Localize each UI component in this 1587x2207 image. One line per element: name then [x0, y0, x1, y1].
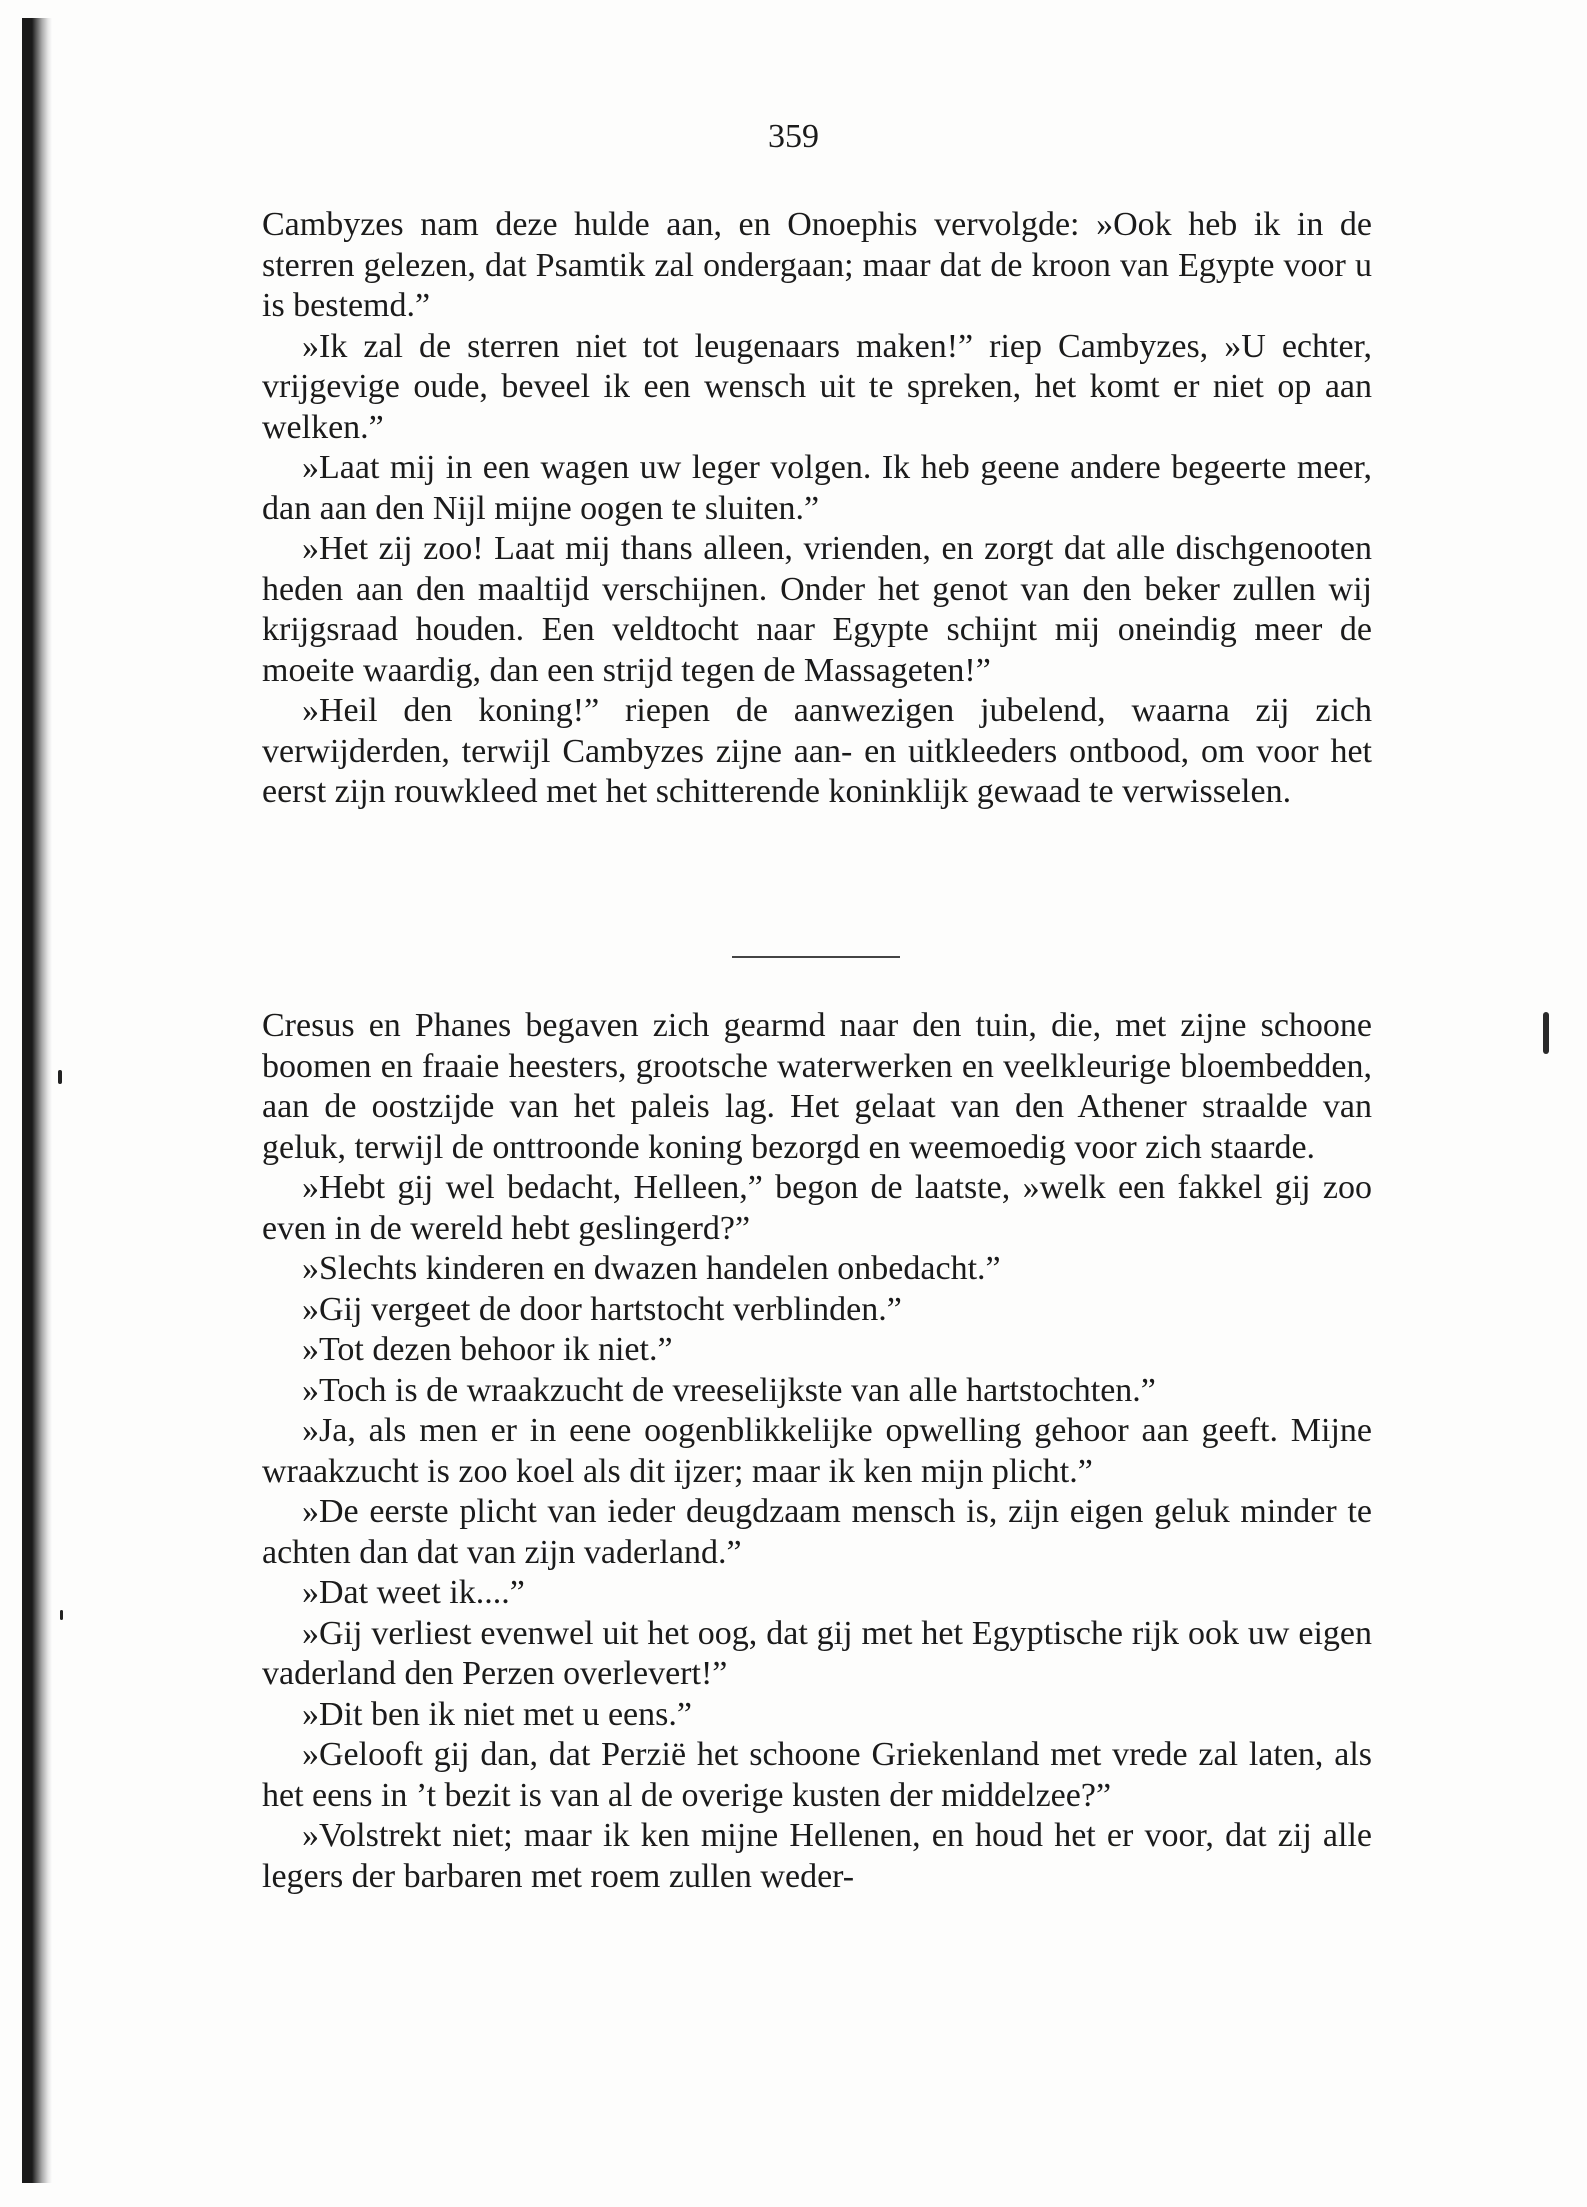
margin-ink-mark — [1543, 1012, 1549, 1054]
paragraph: »Hebt gij wel bedacht, Helleen,” begon de laatste, »welk een fakkel gij zoo even in de wereld hebt geslingerd?” — [262, 1169, 1372, 1247]
paragraph: »Gelooft gij dan, dat Perzië het schoone Griekenland met vrede zal laten, als het eens in ’t bezit is van al de overige kusten der middelzee?” — [262, 1736, 1372, 1814]
section-divider-rule — [732, 956, 900, 958]
paragraph: »Ja, als men er in eene oogenblikkelijke opwelling gehoor aan geeft. Mijne wraakzucht is zoo koel als dit ijzer; maar ik ken mijn plicht.” — [262, 1412, 1372, 1490]
paragraph: »Dat weet ik....” — [302, 1574, 525, 1611]
binding-speck — [60, 1610, 63, 1620]
paragraph: »Gij vergeet de door hartstocht verblinden.” — [302, 1290, 902, 1328]
paragraph: »Tot dezen behoor ik niet.” — [302, 1331, 673, 1368]
paragraph: »Volstrekt niet; maar ik ken mijne Hellenen, en houd het er voor, dat zij alle legers der barbaren met roem zullen weder- — [262, 1817, 1372, 1895]
page-number: 359 — [768, 118, 819, 155]
paragraph: »Laat mij in een wagen uw leger volgen. Ik heb geene andere begeerte meer, dan aan den Nijl mijne oogen te sluiten.” — [262, 449, 1372, 527]
section-2-text — [262, 1006, 1372, 1897]
paragraph: »De eerste plicht van ieder deugdzaam mensch is, zijn eigen geluk minder te achten dan dat van zijn vaderland.” — [262, 1493, 1372, 1571]
book-binding-edge — [22, 18, 52, 2183]
binding-speck — [58, 1070, 62, 1084]
paragraph: »Heil den koning!” riepen de aanwezigen jubelend, waarna zij zich verwijderden, terwijl Cambyzes zijne aan- en uitkleeders ontbood, om voor het eerst zijn rouwkleed met het schitterende koninklijk gewaad te verwisselen. — [262, 692, 1372, 810]
paragraph: Cresus en Phanes begaven zich gearmd naar den tuin, die, met zijne schoone boomen en fraaie heesters, grootsche waterwerken en veelkleurige bloembedden, aan de oostzijde van het paleis lag. Het gelaat van den Athener straalde van geluk, terwijl de onttroonde koning bezorgd en weemoedig voor zich staarde. — [262, 1007, 1372, 1166]
paragraph: Cambyzes nam deze hulde aan, en Onoephis vervolgde: »Ook heb ik in de sterren gelezen, dat Psamtik zal ondergaan; maar dat de kroon van Egypte voor u is bestemd.” — [262, 206, 1372, 324]
paragraph: »Dit ben ik niet met u eens.” — [302, 1695, 692, 1733]
section-1-text — [262, 205, 1372, 813]
paragraph: »Het zij zoo! Laat mij thans alleen, vrienden, en zorgt dat alle dischgenooten heden aan den maaltijd verschijnen. Onder het genot van den beker zullen wij krijgsraad houden. Een veldtocht naar Egypte schijnt mij oneindig meer de moeite waardig, dan een strijd tegen de Massageten!” — [262, 530, 1372, 689]
paragraph: »Toch is de wraakzucht de vreeselijkste van alle hartstochten.” — [302, 1371, 1156, 1409]
paragraph: »Slechts kinderen en dwazen handelen onbedacht.” — [302, 1250, 1001, 1287]
paragraph: »Gij verliest evenwel uit het oog, dat gij met het Egyptische rijk ook uw eigen vaderland den Perzen overlevert!” — [262, 1614, 1372, 1692]
paragraph: »Ik zal de sterren niet tot leugenaars maken!” riep Cambyzes, »U echter, vrijgevige oude, beveel ik een wensch uit te spreken, het komt er niet op aan welken.” — [262, 327, 1372, 446]
